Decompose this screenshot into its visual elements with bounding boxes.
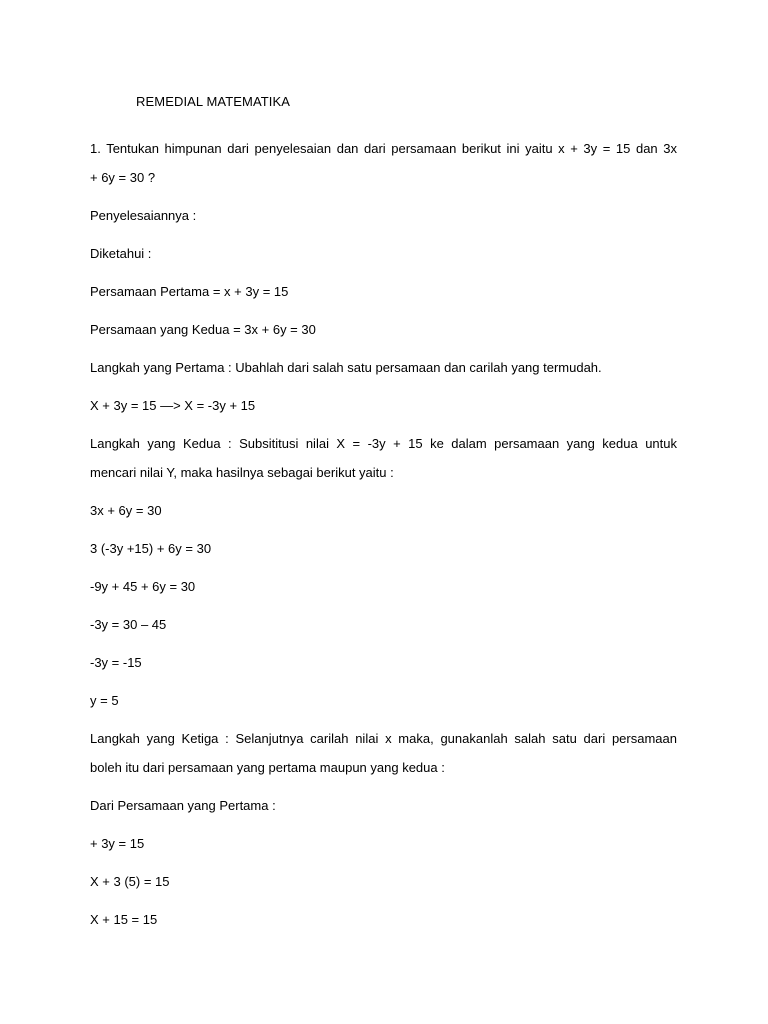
question-line-1: 1. Tentukan himpunan dari penyelesaian dan dari persamaan berikut ini yaitu x + 3y = 15 dan 3x xyxy=(90,141,677,156)
step-3-line-2: boleh itu dari persamaan yang pertama maupun yang kedua : xyxy=(90,760,445,775)
calc-line-9: X + 15 = 15 xyxy=(90,912,158,927)
calc-line-1: 3x + 6y = 30 xyxy=(90,503,162,518)
calc-line-8: X + 3 (5) = 15 xyxy=(90,874,170,889)
calc-line-4: -3y = 30 – 45 xyxy=(90,617,167,632)
from-first-heading: Dari Persamaan yang Pertama : xyxy=(90,798,276,813)
solution-heading: Penyelesaiannya : xyxy=(90,208,197,223)
step-1-text: Langkah yang Pertama : Ubahlah dari salah satu persamaan dan carilah yang termudah. xyxy=(90,360,602,375)
calc-line-3: -9y + 45 + 6y = 30 xyxy=(90,579,196,594)
calc-line-7: + 3y = 15 xyxy=(90,836,145,851)
question-line-2: + 6y = 30 ? xyxy=(90,170,156,185)
equation-second: Persamaan yang Kedua = 3x + 6y = 30 xyxy=(90,322,316,337)
calc-line-2: 3 (-3y +15) + 6y = 30 xyxy=(90,541,212,556)
document-title: REMEDIAL MATEMATIKA xyxy=(136,94,291,109)
step-1-result: X + 3y = 15 —> X = -3y + 15 xyxy=(90,398,256,413)
equation-first: Persamaan Pertama = x + 3y = 15 xyxy=(90,284,289,299)
step-2-line-1: Langkah yang Kedua : Subsititusi nilai X = -3y + 15 ke dalam persamaan yang kedua untuk xyxy=(90,436,677,451)
calc-line-6: y = 5 xyxy=(90,693,119,708)
calc-line-5: -3y = -15 xyxy=(90,655,142,670)
known-heading: Diketahui : xyxy=(90,246,152,261)
step-2-line-2: mencari nilai Y, maka hasilnya sebagai berikut yaitu : xyxy=(90,465,394,480)
step-3-line-1: Langkah yang Ketiga : Selanjutnya carilah nilai x maka, gunakanlah salah satu dari persamaan xyxy=(90,731,677,746)
